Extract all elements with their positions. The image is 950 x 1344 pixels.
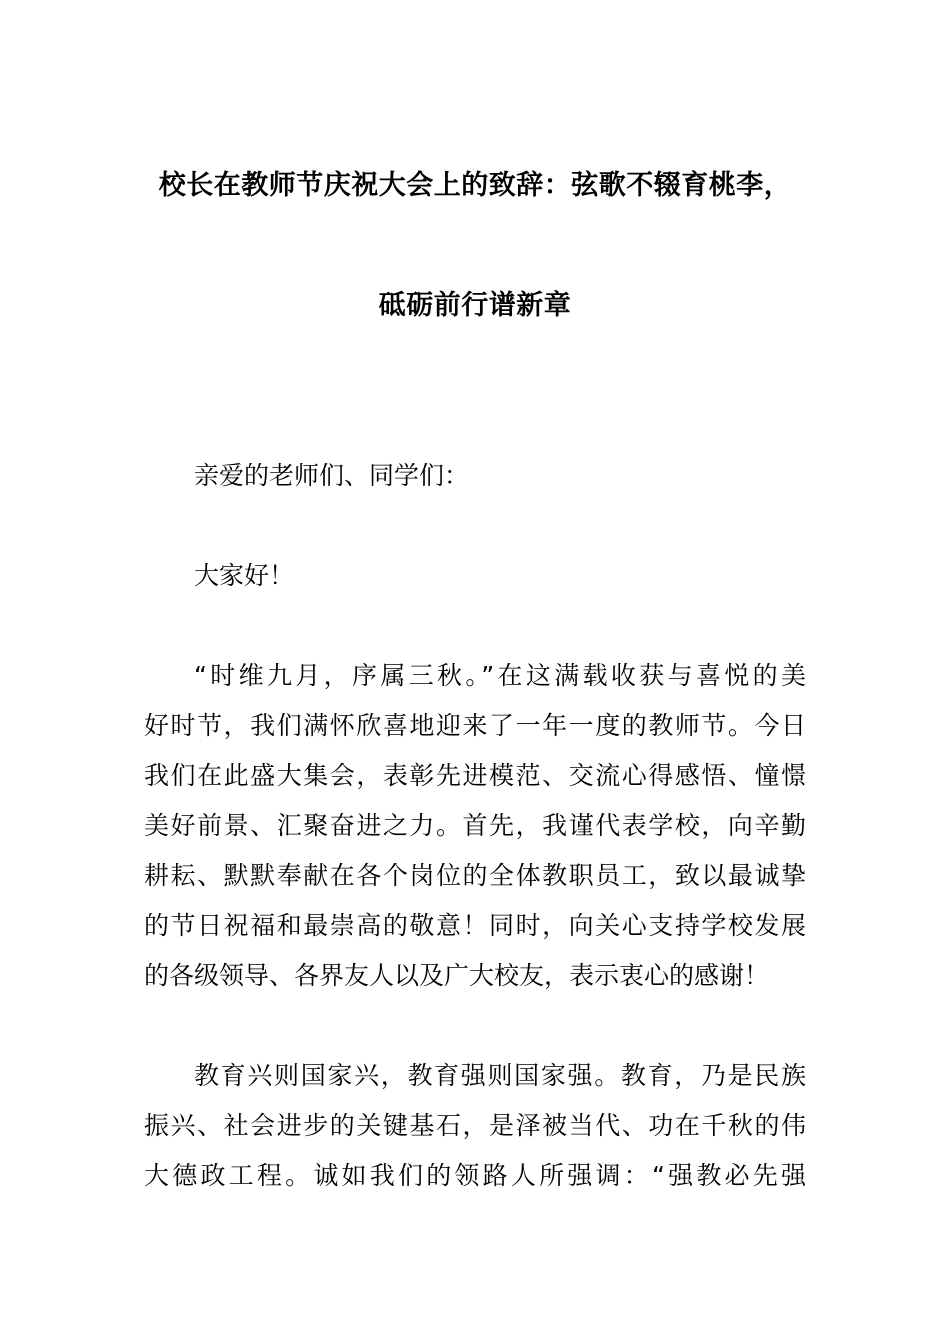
paragraph-line: 我们在此盛大集会，表彰先进模范、交流心得感悟、憧憬 bbox=[144, 761, 806, 790]
paragraph-line: 教育兴则国家兴，教育强则国家强。教育，乃是民族 bbox=[194, 1061, 806, 1090]
paragraph-line: “时维九月，序属三秋。”在这满载收获与喜悦的美 bbox=[194, 661, 806, 690]
paragraph-line: 的各级领导、各界友人以及广大校友，表示衷心的感谢！ bbox=[144, 961, 770, 990]
body-paragraph-2 bbox=[144, 1051, 806, 1201]
paragraph-line: 的节日祝福和最崇高的敬意！同时，向关心支持学校发展 bbox=[144, 911, 806, 940]
document-title-line-2: 砥砺前行谱新章 bbox=[378, 290, 572, 321]
greeting-paragraph bbox=[144, 451, 806, 501]
body-paragraph-1 bbox=[144, 651, 806, 1001]
paragraph-line: 好时节，我们满怀欣喜地迎来了一年一度的教师节。今日 bbox=[144, 711, 806, 740]
greeting-text: 亲爱的老师们、同学们： bbox=[194, 461, 470, 490]
paragraph-line: 耕耘、默默奉献在各个岗位的全体教职员工，致以最诚挚 bbox=[144, 861, 806, 890]
hello-text: 大家好！ bbox=[194, 561, 295, 590]
paragraph-line: 振兴、社会进步的关键基石，是泽被当代、功在千秋的伟 bbox=[144, 1111, 806, 1140]
hello-paragraph bbox=[144, 551, 806, 601]
paragraph-line: 美好前景、汇聚奋进之力。首先，我谨代表学校，向辛勤 bbox=[144, 811, 806, 840]
document-title-line-1: 校长在教师节庆祝大会上的致辞：弦歌不辍育桃李， bbox=[158, 170, 792, 201]
paragraph-line: 大德政工程。诚如我们的领路人所强调：“强教必先强 bbox=[144, 1161, 806, 1190]
